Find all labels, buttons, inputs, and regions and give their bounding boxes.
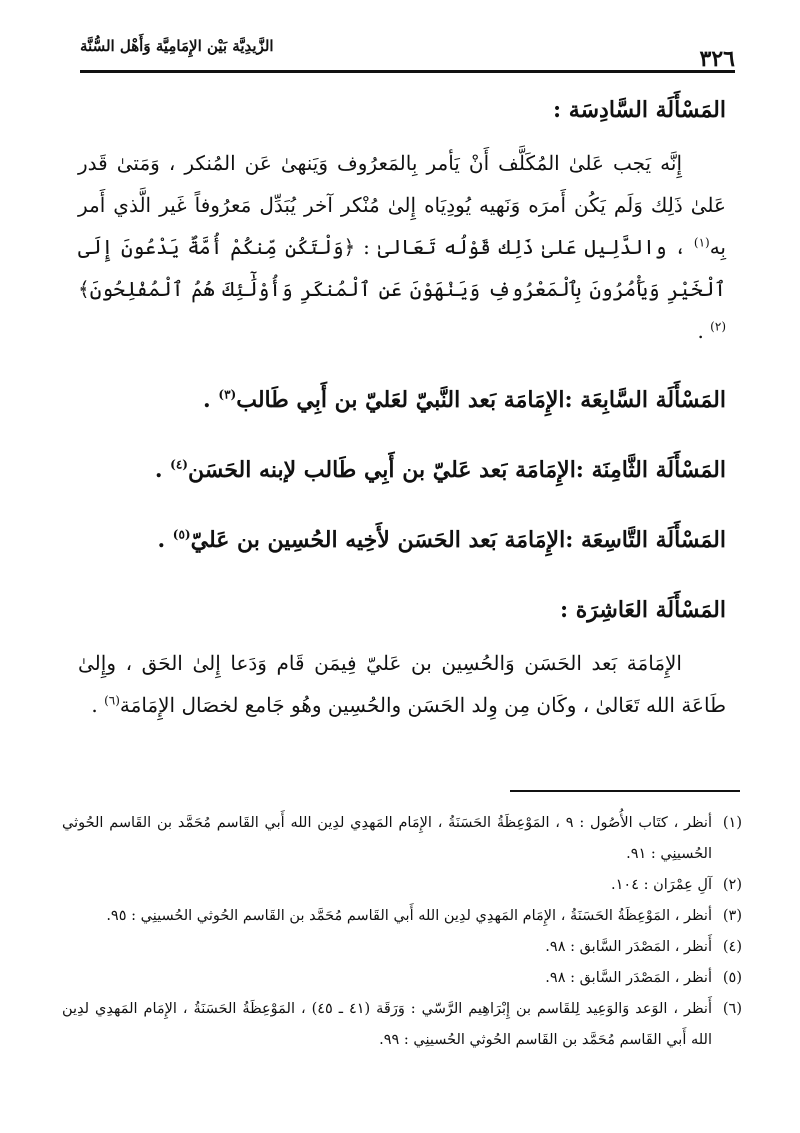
- section-heading-9: [78, 522, 726, 558]
- header-rule: [80, 70, 735, 73]
- heading-text: المَسْأَلَة الثَّامِنَة :الإِمَامَة بَعد عَليّ بن أَبِي طَالب لإبنه الحَسَن: [187, 457, 726, 483]
- paragraph-text: الإِمَامَة بَعد الحَسَن وَالحُسِين بن عَليّ فِيمَن قَام وَدَعا إِلىٰ الحَق ، وإِلىٰ طَاعَة الله تَعَالىٰ ، وكَان مِن وِلد الحَسَن والحُسِين وهُو جَامع لخصَال الإِمَامَة: [78, 651, 726, 717]
- footnote-ref-2: (٢): [710, 319, 726, 334]
- footnote-text: أَنظر ، المَصْدَر السَّابق : ٩٨.: [545, 939, 712, 955]
- page-number: ٣٢٦: [699, 46, 735, 72]
- section-heading-10: المَسْأَلَة العَاشِرَة :: [559, 597, 726, 623]
- footnote-item: [62, 932, 742, 963]
- footnote-separator: [510, 790, 740, 792]
- footnote-ref-3: (٣): [218, 387, 237, 402]
- footnote-text: أنظر ، المَوْعِظَةُ الحَسَنَةُ ، الإِمَام المَهدِي لدِين الله أَبي القَاسم مُحَمَّد بن القَاسم الحُوثي الحُسينِي : ٩٥.: [106, 908, 712, 924]
- footnote-item: [62, 994, 742, 1056]
- paragraph-text: ، والدَّلِيل عَلىٰ ذَلِك قَوْلُه تَعَالىٰ :: [363, 235, 687, 259]
- footnote-ref-5: (٥): [172, 527, 191, 542]
- sentence-end: .: [91, 693, 98, 717]
- section-heading-6: المَسْأَلَة السَّادِسَة :: [553, 97, 726, 123]
- section-paragraph-6: [78, 142, 726, 352]
- heading-text: المَسْأَلَة السَّابِعَة :الإِمَامَة بَعد النَّبيّ لعَليّ بن أَبِي طَالب: [236, 387, 726, 413]
- main-text: [78, 92, 726, 726]
- sentence-end: .: [154, 457, 163, 483]
- footnote-text: آلِ عِمْرَان : ١٠٤.: [611, 877, 712, 893]
- section-heading-7: [78, 382, 726, 418]
- section-paragraph-10: [78, 642, 726, 726]
- sentence-end: .: [203, 387, 211, 413]
- running-title: الزَّيدِيَّة بَيْن الإِمَامِيَّة وَأَهْل السُّنَّة: [80, 37, 274, 55]
- footnote-item: [62, 870, 742, 901]
- footnote-text: أنظر ، كتَاب الأُصُول : ٩ ، المَوْعِظَةُ الحَسَنَةُ ، الإِمَام المَهدِي لدِين الله أَبي القَاسم مُحَمَّد بن القَاسم الحُوثي الحُسينِي : ٩١.: [62, 815, 712, 862]
- quran-verse: ﴿وَلْتَكُن مِّنكُمْ أُمَّةٌ يَدْعُونَ إِلَى ٱلْخَيْرِ وَيَأْمُرُونَ بِٱلْمَعْرُوفِ وَيَنْهَوْنَ عَنِ ٱلْمُنكَرِ وَأُوْلَٰٓئِكَ هُمُ ٱلْمُفْلِحُونَ﴾: [78, 235, 726, 301]
- footnote-number: (٢): [722, 877, 742, 893]
- section-heading-8: [78, 452, 726, 488]
- footnote-text: أَنظر ، الوَعد وَالوَعِيد لِلقَاسم بن إِبْرَاهِيم الرَّسّي : وَرَقَة (٤١ ـ ٤٥) ، المَوْعِظَةُ الحَسَنَةُ ، الإِمَام المَهدِي لدِين الله أَبي القَاسم مُحَمَّد بن القَاسم الحُوثي الحُسينِي : ٩٩.: [62, 1001, 712, 1048]
- footnote-text: أنظر ، المَصْدَر السَّابق : ٩٨.: [545, 970, 712, 986]
- footnote-item: [62, 901, 742, 932]
- footnote-number: (١): [722, 815, 742, 831]
- footnote-number: (٣): [722, 908, 742, 924]
- footnote-item: [62, 808, 742, 870]
- footnote-ref-1: (١): [693, 235, 710, 250]
- paragraph-text: إِنَّه يَجب عَلىٰ المُكَلَّف أَنْ يَأمر بِالمَعرُوف وَيَنهىٰ عَن المُنكر ، وَمَتىٰ قَدر عَلىٰ ذَلِك وَلَم يَكُن أَمرَه وَنَهيه يُودِيَاه إِلىٰ مُنْكر آخر يُبَدِّل مَعرُوفاً غَير الَّذي أَمر بِه: [78, 151, 726, 259]
- footnote-item: [62, 963, 742, 994]
- page-header: [80, 30, 735, 72]
- footnotes: [62, 808, 742, 1056]
- heading-text: المَسْأَلَة التَّاسِعَة :الإِمَامَة بَعد الحَسَن لأَخِيه الحُسِين بن عَليّ: [190, 527, 726, 553]
- footnote-number: (٦): [722, 1001, 742, 1017]
- footnote-ref-4: (٤): [170, 457, 188, 472]
- sentence-end: .: [157, 527, 166, 553]
- footnote-number: (٥): [722, 970, 742, 986]
- footnote-ref-6: (٦): [104, 693, 120, 708]
- sentence-end: .: [697, 319, 704, 343]
- footnote-number: (٤): [722, 939, 742, 955]
